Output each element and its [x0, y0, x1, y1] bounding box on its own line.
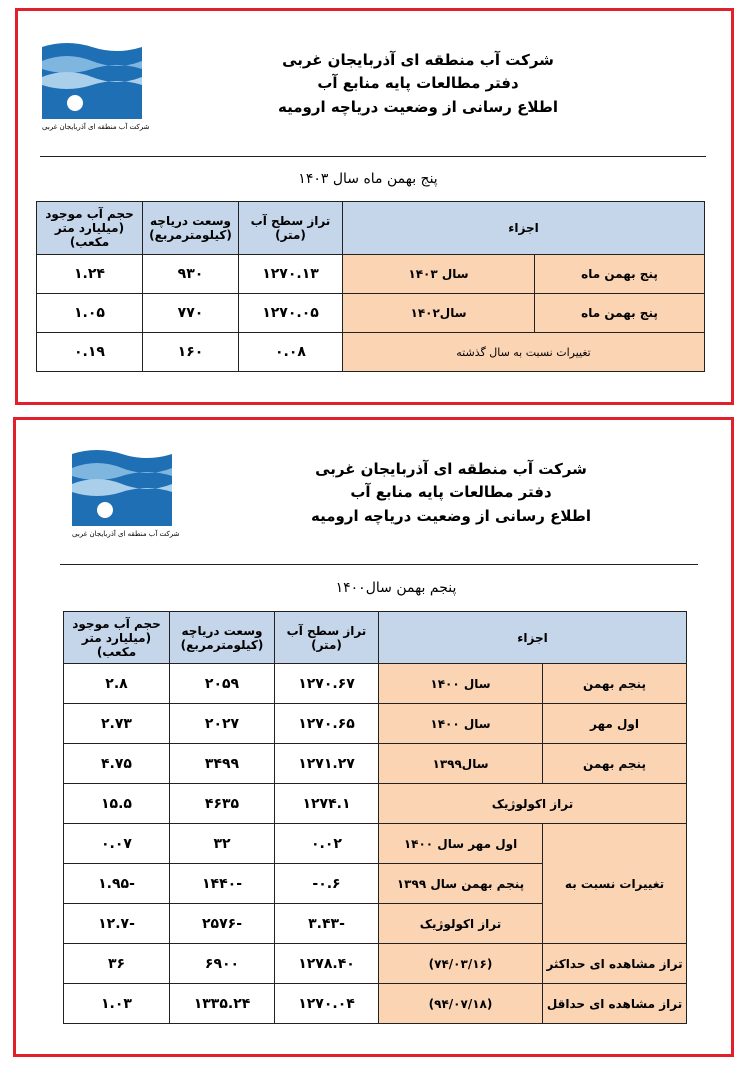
col-label-header: اجزاء	[343, 202, 705, 255]
row-label: تراز مشاهده ای حداقل	[543, 984, 687, 1024]
water-company-logo	[42, 39, 150, 131]
office-name: دفتر مطالعات پایه منابع آب	[350, 483, 552, 502]
level-value: ۱۲۷۰.۱۳	[239, 255, 343, 294]
row-label: اول مهر	[543, 704, 687, 744]
area-value: ۷۷۰	[143, 294, 239, 333]
col-level-header: تراز سطح آب (متر)	[275, 612, 379, 664]
volume-value: ۲.۸	[64, 664, 170, 704]
area-value: ۲۰۲۷	[170, 704, 275, 744]
row-sublabel: تراز اکولوژیک	[379, 904, 543, 944]
level-value: -۳.۴۳	[275, 904, 379, 944]
row-sublabel: سال۱۴۰۲	[343, 294, 535, 333]
level-value: ۰.۶-	[275, 864, 379, 904]
table-row	[37, 255, 705, 294]
col-label-header: اجزاء	[379, 612, 687, 664]
lake-status-table	[36, 201, 705, 372]
volume-value: -۱۲.۷	[64, 904, 170, 944]
bulletin-title: اطلاع رسانی از وضعیت دریاچه ارومیه	[277, 97, 559, 116]
company-name: شرکت آب منطقه ای آذربایجان غربی	[315, 460, 587, 478]
level-value: ۱۲۷۴.۱	[275, 784, 379, 824]
row-sublabel: سال ۱۴۰۰	[379, 704, 543, 744]
area-value: ۱۶۰	[143, 333, 239, 372]
volume-value: ۰.۱۹	[37, 333, 143, 372]
area-value: ۱۳۳۵.۲۴	[170, 984, 275, 1024]
area-value: ۳۴۹۹	[170, 744, 275, 784]
page-header	[168, 49, 668, 119]
logo-caption: شرکت آب منطقه ای آذربایجان غربی	[42, 123, 150, 131]
table-header-row	[64, 612, 687, 664]
level-value: ۱۲۷۰.۰۴	[275, 984, 379, 1024]
row-sublabel: (۹۴/۰۷/۱۸)	[379, 984, 543, 1024]
level-value: ۱۲۷۰.۶۵	[275, 704, 379, 744]
level-value: ۱۲۷۱.۲۷	[275, 744, 379, 784]
area-value: ۶۹۰۰	[170, 944, 275, 984]
report-date: پنج بهمن ماه سال ۱۴۰۳	[298, 171, 438, 187]
volume-value: ۳۶	[64, 944, 170, 984]
level-value: ۰.۰۸	[239, 333, 343, 372]
volume-value: ۱.۰۵	[37, 294, 143, 333]
col-area-header: وسعت دریاچه (کیلومترمربع)	[143, 202, 239, 255]
area-value: ۴۶۳۵	[170, 784, 275, 824]
row-label: پنج بهمن ماه	[535, 255, 705, 294]
row-label: پنجم بهمن	[543, 744, 687, 784]
row-label: تراز مشاهده ای حداکثر	[543, 944, 687, 984]
area-value: ۳۲	[170, 824, 275, 864]
header-divider	[60, 564, 698, 565]
table-row	[64, 664, 687, 704]
row-sublabel: (۷۴/۰۳/۱۶)	[379, 944, 543, 984]
page-header	[206, 458, 696, 528]
row-sublabel: پنجم بهمن سال ۱۳۹۹	[379, 864, 543, 904]
status-panel-1400	[13, 417, 734, 1057]
volume-value: ۲.۷۳	[64, 704, 170, 744]
water-company-logo	[72, 446, 180, 538]
volume-value: ۰.۰۷	[64, 824, 170, 864]
report-date: پنجم بهمن سال۱۴۰۰	[335, 580, 457, 596]
lake-status-table	[63, 611, 687, 1024]
changes-label: تغییرات نسبت به	[543, 824, 687, 944]
row-sublabel: اول مهر سال ۱۴۰۰	[379, 824, 543, 864]
volume-value: ۱.۲۴	[37, 255, 143, 294]
area-value: ۹۳۰	[143, 255, 239, 294]
row-label: پنج بهمن ماه	[535, 294, 705, 333]
table-row	[64, 984, 687, 1024]
company-name: شرکت آب منطقه ای آذربایجان غربی	[282, 51, 554, 69]
header-divider	[40, 156, 706, 157]
level-value: ۱۲۷۰.۶۷	[275, 664, 379, 704]
table-row	[64, 784, 687, 824]
row-label: پنجم بهمن	[543, 664, 687, 704]
row-sublabel: سال۱۳۹۹	[379, 744, 543, 784]
table-header-row	[37, 202, 705, 255]
bulletin-title: اطلاع رسانی از وضعیت دریاچه ارومیه	[310, 506, 592, 525]
volume-value: -۱.۹۵	[64, 864, 170, 904]
table-row	[37, 333, 705, 372]
office-name: دفتر مطالعات پایه منابع آب	[317, 74, 519, 93]
table-row	[64, 704, 687, 744]
area-value: -۲۵۷۶	[170, 904, 275, 944]
level-value: ۰.۰۲	[275, 824, 379, 864]
logo-caption: شرکت آب منطقه ای آذربایجان غربی	[72, 530, 180, 538]
status-panel-1403	[15, 8, 734, 405]
row-label: تراز اکولوژیک	[379, 784, 687, 824]
col-volume-header: حجم آب موجود (میلیارد متر مکعب)	[37, 202, 143, 255]
table-row	[64, 944, 687, 984]
volume-value: ۱۵.۵	[64, 784, 170, 824]
level-value: ۱۲۷۰.۰۵	[239, 294, 343, 333]
row-label: تغییرات نسبت به سال گذشته	[343, 333, 705, 372]
water-waves-icon	[72, 446, 172, 526]
table-row	[64, 824, 687, 864]
area-value: ۲۰۵۹	[170, 664, 275, 704]
volume-value: ۴.۷۵	[64, 744, 170, 784]
area-value: -۱۴۴۰	[170, 864, 275, 904]
water-waves-icon	[42, 39, 142, 119]
level-value: ۱۲۷۸.۴۰	[275, 944, 379, 984]
table-row	[37, 294, 705, 333]
col-level-header: تراز سطح آب (متر)	[239, 202, 343, 255]
table-row	[64, 744, 687, 784]
col-area-header: وسعت دریاچه (کیلومترمربع)	[170, 612, 275, 664]
row-sublabel: سال ۱۴۰۰	[379, 664, 543, 704]
row-sublabel: سال ۱۴۰۳	[343, 255, 535, 294]
volume-value: ۱.۰۳	[64, 984, 170, 1024]
col-volume-header: حجم آب موجود (میلیارد متر مکعب)	[64, 612, 170, 664]
